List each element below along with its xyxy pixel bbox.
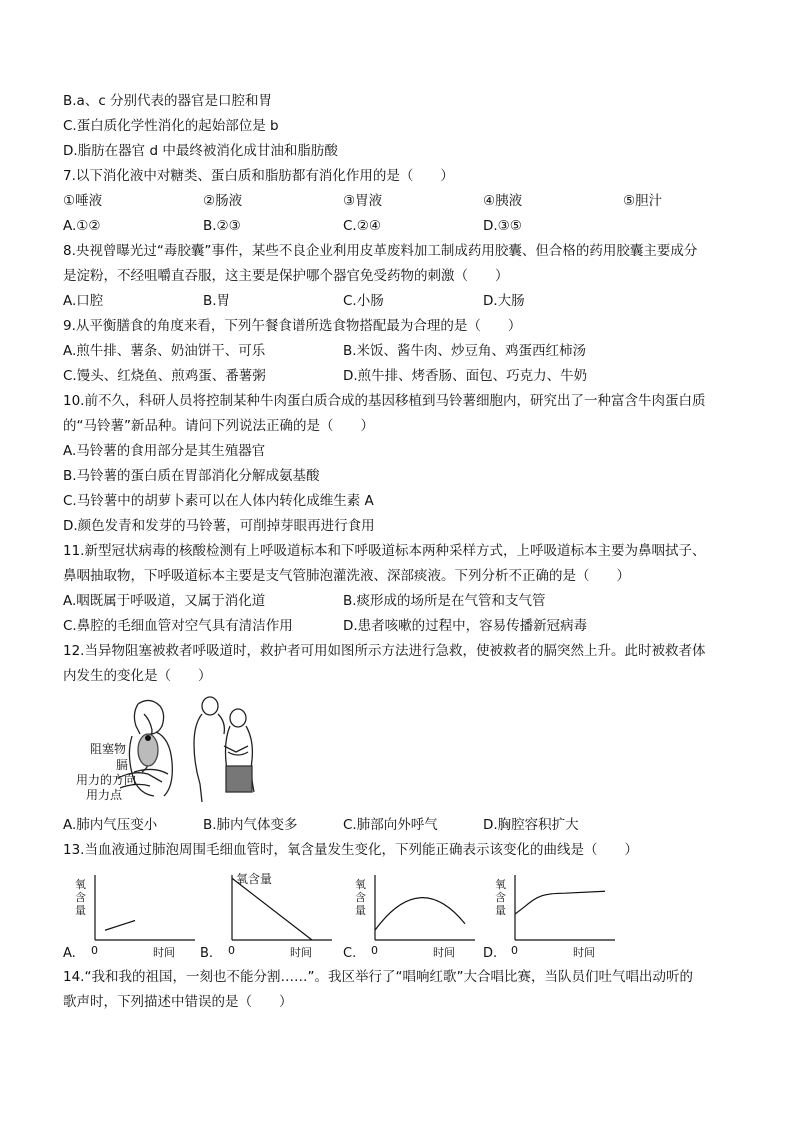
origin-label: 0 (371, 944, 378, 957)
option-letter: C. (343, 946, 357, 961)
question-12-cont: 内发生的变化是（ ） (63, 668, 212, 684)
x-axis-label: 时间 (290, 946, 312, 959)
option: D.患者咳嗽的过程中，容易传播新冠病毒 (343, 618, 588, 634)
option: B.胃 (203, 293, 231, 309)
option-letter: B. (200, 946, 214, 961)
question-10-cont: 的“马铃薯”新品种。请问下列说法正确的是（ ） (63, 418, 374, 434)
option: D.胸腔容积扩大 (483, 817, 579, 833)
oxygen-curve (515, 891, 605, 914)
question-13: 13.当血液通过肺泡周围毛细血管时，氧含量发生变化，下列能正确表示该变化的曲线是（ ） (63, 842, 638, 858)
oxygen-curve (105, 921, 135, 931)
oxygen-curve (232, 878, 312, 940)
oxygen-curve (375, 898, 465, 931)
option: C.鼻腔的毛细血管对空气具有清洁作用 (63, 618, 293, 634)
question-10: 10.前不久，科研人员将控制某种牛肉蛋白质合成的基因移植到马铃薯细胞内，研究出了一种富含牛肉蛋白质 (63, 393, 706, 409)
graph-C (343, 868, 483, 963)
y-axis-label: 氧含量 (236, 872, 273, 886)
question-11-cont: 鼻咽抽取物，下呼吸道标本主要是支气管肺泡灌洗液、深部痰液。下列分析不正确的是（ ） (63, 568, 630, 584)
y-axis-label: 氧含量 (75, 878, 86, 917)
option-letter: D. (483, 946, 498, 961)
option-letter: A. (63, 946, 76, 961)
option: A.①② (63, 218, 101, 234)
q7-item: ④胰液 (483, 193, 523, 209)
heimlich-figure (78, 692, 268, 804)
option: A.咽既属于呼吸道，又属于消化道 (63, 593, 266, 609)
y-axis-label: 氧含量 (355, 878, 366, 917)
graph-A (63, 868, 203, 963)
x-axis-label: 时间 (153, 946, 175, 959)
option-line: B.a、c 分别代表的器官是口腔和胃 (63, 93, 273, 109)
option-line: C.马铃薯中的胡萝卜素可以在人体内转化成维生素 A (63, 493, 374, 509)
origin-label: 0 (228, 944, 235, 957)
q7-item: ⑤胆汁 (623, 193, 663, 209)
graph-D (483, 868, 623, 963)
figure-label: 用力的方向 (76, 773, 137, 787)
option: C.小肠 (343, 293, 384, 309)
option: A.口腔 (63, 293, 104, 309)
option: D.大肠 (483, 293, 525, 309)
question-12: 12.当异物阻塞被救者呼吸道时，救护者可用如图所示方法进行急救，使被救者的膈突然上升。此时被救者体 (63, 643, 706, 659)
q7-item: ③胃液 (343, 193, 383, 209)
option: A.肺内气压变小 (63, 817, 158, 833)
question-11: 11.新型冠状病毒的核酸检测有上呼吸道标本和下呼吸道标本两种采样方式，上呼吸道标本主要为鼻咽拭子、 (63, 543, 706, 559)
option: B.痰形成的场所是在气管和支气管 (343, 593, 546, 609)
question-14-cont: 歌声时，下列描述中错误的是（ ） (63, 994, 293, 1010)
option: C.②④ (343, 218, 381, 234)
option-line: C.蛋白质化学性消化的起始部位是 b (63, 118, 279, 134)
option: D.煎牛排、烤香肠、面包、巧克力、牛奶 (343, 368, 588, 384)
question-7: 7.以下消化液中对糖类、蛋白质和脂肪都有消化作用的是（ ） (63, 168, 454, 184)
q7-item: ①唾液 (63, 193, 103, 209)
question-8-cont: 是淀粉，不经咀嚼直吞服，这主要是保护哪个器官免受药物的刺激（ ） (63, 268, 509, 284)
option: B.②③ (203, 218, 241, 234)
x-axis-label: 时间 (433, 946, 455, 959)
option: C.馒头、红烧鱼、煎鸡蛋、番薯粥 (63, 368, 266, 384)
option: A.煎牛排、薯条、奶油饼干、可乐 (63, 343, 266, 359)
figure-label: 膈 (116, 758, 129, 772)
graph-B (200, 868, 340, 963)
question-9: 9.从平衡膳食的角度来看，下列午餐食谱所选食物搭配最为合理的是（ ） (63, 318, 522, 334)
option-line: A.马铃薯的食用部分是其生殖器官 (63, 443, 266, 459)
option-line: D.颜色发青和发芽的马铃薯，可削掉芽眼再进行食用 (63, 518, 375, 534)
q7-item: ②肠液 (203, 193, 243, 209)
x-axis-label: 时间 (573, 946, 595, 959)
option: B.米饭、酱牛肉、炒豆角、鸡蛋西红柿汤 (343, 343, 587, 359)
question-8: 8.央视曾曝光过“毒胶囊”事件，某些不良企业利用皮革废料加工制成药用胶囊、但合格的药用胶囊主要成分 (63, 243, 698, 259)
y-axis-label: 氧含量 (495, 878, 506, 917)
figure-label: 用力点 (86, 788, 123, 802)
option-line: B.马铃薯的蛋白质在胃部消化分解成氨基酸 (63, 468, 320, 484)
origin-label: 0 (91, 944, 98, 957)
question-14: 14.“我和我的祖国，一刻也不能分割……”。我区举行了“唱响红歌”大合唱比赛，当队员们吐气唱出动听的 (63, 969, 693, 985)
origin-label: 0 (511, 944, 518, 957)
option-line: D.脂肪在器官 d 中最终被消化成甘油和脂肪酸 (63, 143, 338, 159)
option: C.肺部向外呼气 (343, 817, 438, 833)
option: D.③⑤ (483, 218, 522, 234)
option: B.肺内气体变多 (203, 817, 298, 833)
figure-label: 阻塞物 (90, 742, 127, 756)
